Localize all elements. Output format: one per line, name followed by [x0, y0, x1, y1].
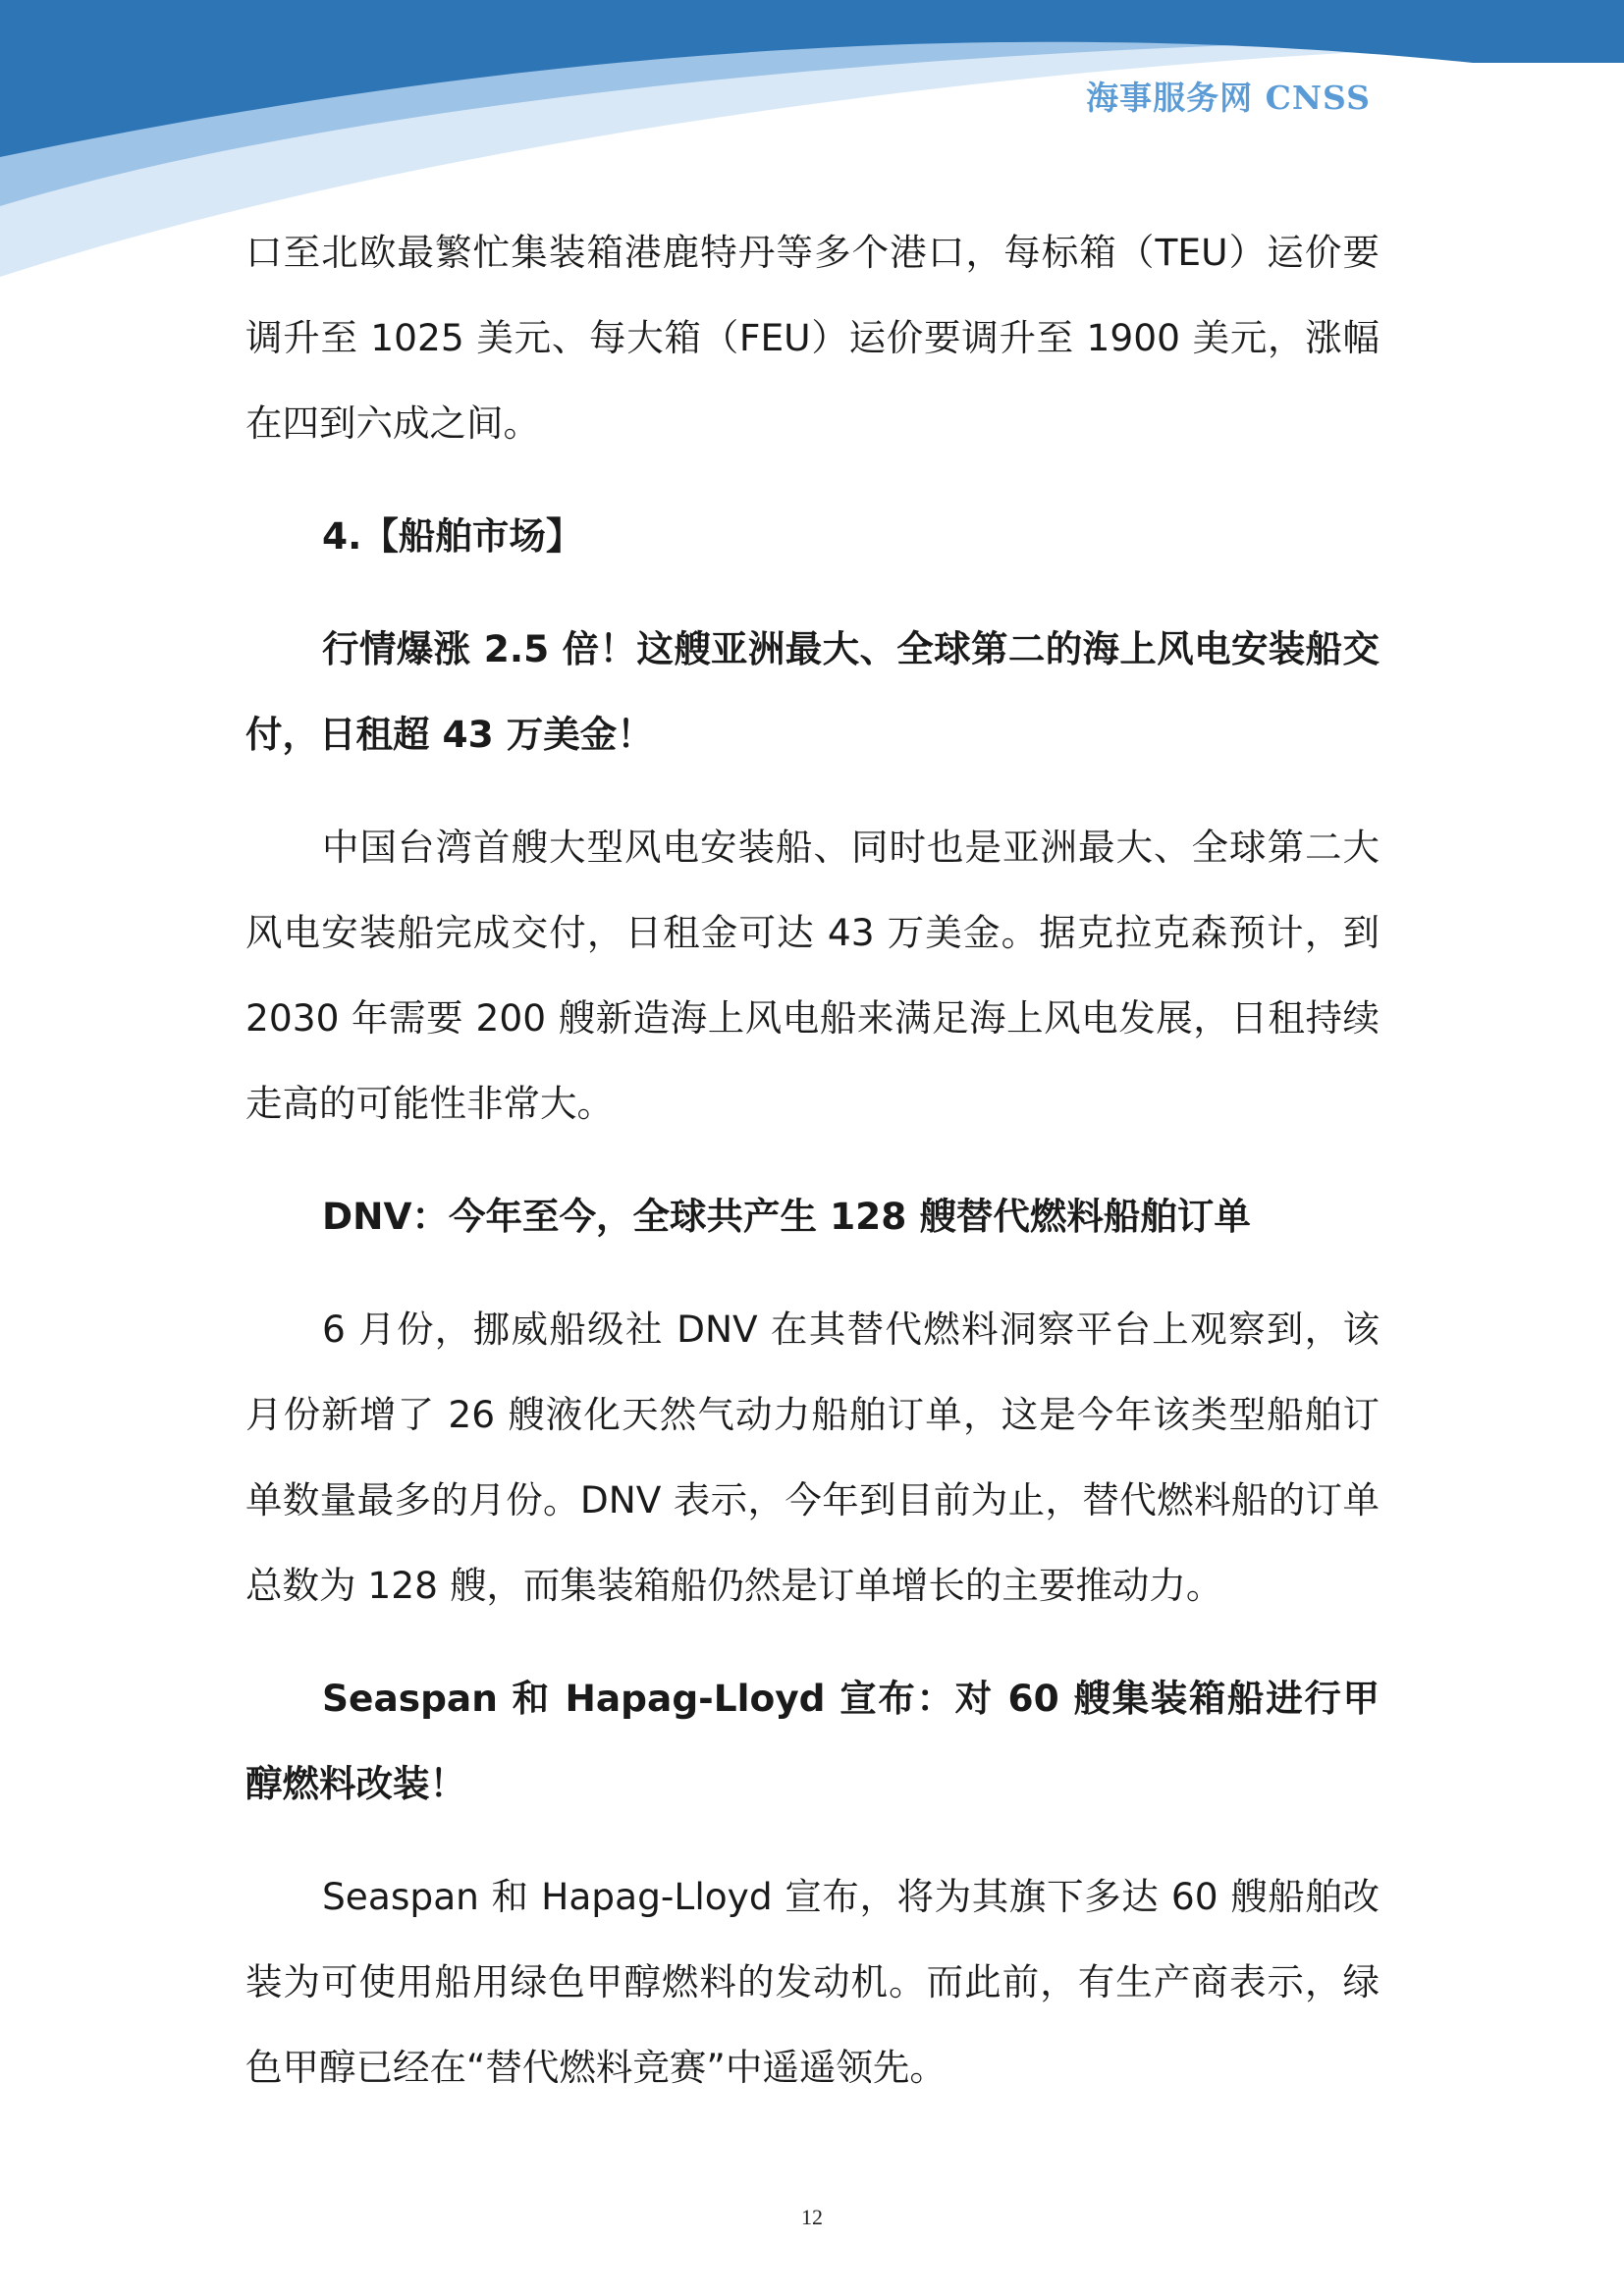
article-title: DNV：今年至今，全球共产生 128 艘替代燃料船舶订单 [322, 1195, 1251, 1238]
article-body: 6 月份，挪威船级社 DNV 在其替代燃料洞察平台上观察到，该月份新增了 26 艘液化天然气动力船舶订单，这是今年该类型船舶订单数量最多的月份。DNV 表示，今年到目前为止，替代燃料船的订单总数为 128 艘，而集装箱船仍然是订单增长的主要推动力。 [245, 1308, 1380, 1607]
document-body [245, 210, 1380, 2110]
brand-logo-text: 海事服务网 CNSS [1086, 79, 1371, 117]
page-number: 12 [801, 2205, 823, 2229]
article-body: 中国台湾首艘大型风电安装船、同时也是亚洲最大、全球第二大风电安装船完成交付，日租金可达 43 万美金。据克拉克森预计，到 2030 年需要 200 艘新造海上风电船来满足海上风电发展，日租持续走高的可能性非常大。 [245, 826, 1380, 1125]
article-title: Seaspan 和 Hapag-Lloyd 宣布：对 60 艘集装箱船进行甲醇燃料改装！ [245, 1677, 1380, 1805]
article-title: 行情爆涨 2.5 倍！这艘亚洲最大、全球第二的海上风电安装船交付，日租超 43 万美金！ [245, 627, 1380, 756]
section-heading: 4.【船舶市场】 [322, 514, 583, 558]
article-body: Seaspan 和 Hapag-Lloyd 宣布，将为其旗下多达 60 艘船舶改装为可使用船用绿色甲醇燃料的发动机。而此前，有生产商表示，绿色甲醇已经在“替代燃料竞赛”中遥遥领先。 [245, 1875, 1380, 2089]
continued-paragraph: 口至北欧最繁忙集装箱港鹿特丹等多个港口，每标箱（TEU）运价要调升至 1025 美元、每大箱（FEU）运价要调升至 1900 美元，涨幅在四到六成之间。 [245, 231, 1380, 445]
